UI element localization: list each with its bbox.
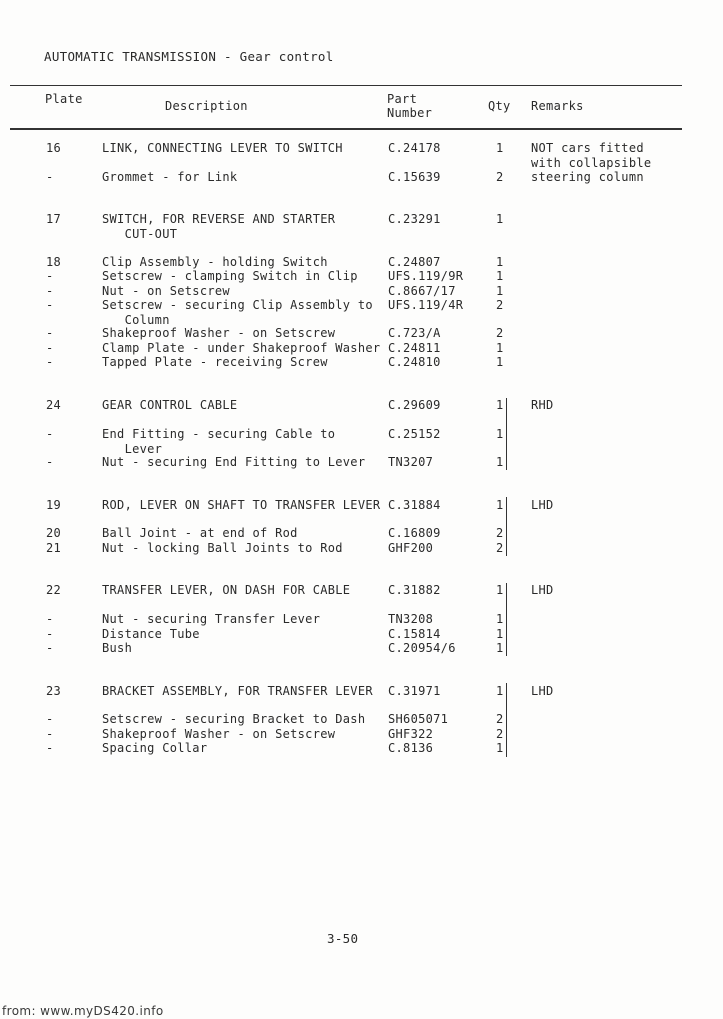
cell-qty: 1	[496, 427, 504, 441]
cell-plate: 16	[46, 141, 62, 155]
cell-qty: 1	[496, 455, 504, 469]
cell-remarks: NOT cars fitted with collapsible steering column	[531, 141, 652, 184]
cell-desc: Ball Joint - at end of Rod	[102, 526, 298, 540]
cell-desc: Spacing Collar	[102, 741, 208, 755]
cell-part: C.23291	[388, 212, 441, 226]
cell-part: C.25152	[388, 427, 441, 441]
cell-plate: -	[46, 712, 54, 726]
cell-plate: -	[46, 455, 54, 469]
cell-part: C.31882	[388, 583, 441, 597]
cell-plate: -	[46, 612, 54, 626]
col-header-part-line2: Number	[387, 106, 433, 120]
cell-remarks: LHD	[531, 684, 554, 698]
cell-desc: SWITCH, FOR REVERSE AND STARTER CUT-OUT	[102, 212, 336, 241]
cell-desc: Clip Assembly - holding Switch	[102, 255, 328, 269]
page-number: 3-50	[327, 931, 359, 946]
cell-part: C.24807	[388, 255, 441, 269]
cell-part: GHF322	[388, 727, 434, 741]
cell-desc: BRACKET ASSEMBLY, FOR TRANSFER LEVER	[102, 684, 373, 698]
cell-part: SH605071	[388, 712, 449, 726]
cell-plate: 23	[46, 684, 62, 698]
cell-plate: -	[46, 641, 54, 655]
cell-part: C.8667/17	[388, 284, 456, 298]
cell-desc: Bush	[102, 641, 133, 655]
group-bracket-rhd	[506, 398, 507, 470]
cell-desc: TRANSFER LEVER, ON DASH FOR CABLE	[102, 583, 351, 597]
cell-plate: 24	[46, 398, 62, 412]
cell-desc: Setscrew - securing Clip Assembly to Column	[102, 298, 373, 327]
cell-plate: -	[46, 298, 54, 312]
cell-desc: Setscrew - securing Bracket to Dash	[102, 712, 366, 726]
cell-desc: Nut - on Setscrew	[102, 284, 230, 298]
source-watermark: from: www.myDS420.info	[2, 1004, 164, 1018]
cell-part: TN3207	[388, 455, 434, 469]
cell-qty: 1	[496, 269, 504, 283]
cell-qty: 2	[496, 170, 504, 184]
cell-desc: GEAR CONTROL CABLE	[102, 398, 238, 412]
cell-qty: 2	[496, 326, 504, 340]
cell-plate: 18	[46, 255, 62, 269]
cell-part: C.8136	[388, 741, 434, 755]
cell-desc: Tapped Plate - receiving Screw	[102, 355, 328, 369]
cell-desc: Grommet - for Link	[102, 170, 238, 184]
cell-qty: 1	[496, 583, 504, 597]
cell-plate: -	[46, 269, 54, 283]
cell-part: C.24178	[388, 141, 441, 155]
cell-desc: Shakeproof Washer - on Setscrew	[102, 727, 336, 741]
cell-part: C.16809	[388, 526, 441, 540]
cell-plate: -	[46, 627, 54, 641]
cell-qty: 2	[496, 526, 504, 540]
cell-part: C.24811	[388, 341, 441, 355]
cell-plate: 20	[46, 526, 62, 540]
col-header-description: Description	[165, 99, 248, 113]
cell-part: C.24810	[388, 355, 441, 369]
cell-part: C.31884	[388, 498, 441, 512]
cell-plate: -	[46, 727, 54, 741]
cell-plate: 19	[46, 498, 62, 512]
group-bracket-transfer-lever	[506, 583, 507, 656]
cell-part: C.15639	[388, 170, 441, 184]
cell-part: UFS.119/4R	[388, 298, 464, 312]
cell-part: UFS.119/9R	[388, 269, 464, 283]
cell-qty: 1	[496, 684, 504, 698]
page-title: AUTOMATIC TRANSMISSION - Gear control	[44, 49, 334, 64]
cell-plate: -	[46, 341, 54, 355]
cell-plate: 17	[46, 212, 62, 226]
cell-qty: 1	[496, 284, 504, 298]
cell-plate: 21	[46, 541, 62, 555]
cell-plate: -	[46, 355, 54, 369]
cell-desc: Nut - securing End Fitting to Lever	[102, 455, 366, 469]
cell-qty: 1	[496, 498, 504, 512]
cell-qty: 2	[496, 541, 504, 555]
col-header-remarks: Remarks	[531, 99, 584, 113]
cell-qty: 2	[496, 712, 504, 726]
cell-qty: 1	[496, 641, 504, 655]
cell-desc: Shakeproof Washer - on Setscrew	[102, 326, 336, 340]
cell-desc: Nut - locking Ball Joints to Rod	[102, 541, 343, 555]
cell-qty: 2	[496, 727, 504, 741]
header-top-rule	[10, 85, 682, 86]
cell-qty: 1	[496, 341, 504, 355]
cell-plate: 22	[46, 583, 62, 597]
cell-desc: ROD, LEVER ON SHAFT TO TRANSFER LEVER	[102, 498, 381, 512]
cell-qty: 1	[496, 627, 504, 641]
col-header-part-line1: Part	[387, 92, 418, 106]
cell-plate: -	[46, 741, 54, 755]
cell-part: C.15814	[388, 627, 441, 641]
cell-part: C.723/A	[388, 326, 441, 340]
group-bracket-rod	[506, 497, 507, 556]
cell-plate: -	[46, 427, 54, 441]
cell-qty: 1	[496, 255, 504, 269]
group-bracket-bracket-assembly	[506, 683, 507, 757]
cell-part: C.20954/6	[388, 641, 456, 655]
cell-qty: 1	[496, 141, 504, 155]
cell-desc: End Fitting - securing Cable to Lever	[102, 427, 336, 456]
cell-qty: 1	[496, 398, 504, 412]
cell-desc: Setscrew - clamping Switch in Clip	[102, 269, 358, 283]
cell-desc: Clamp Plate - under Shakeproof Washer	[102, 341, 381, 355]
cell-remarks: LHD	[531, 498, 554, 512]
cell-part: GHF200	[388, 541, 434, 555]
cell-qty: 1	[496, 355, 504, 369]
header-bottom-rule	[10, 128, 682, 130]
cell-part: TN3208	[388, 612, 434, 626]
cell-plate: -	[46, 170, 54, 184]
col-header-plate: Plate	[45, 92, 83, 106]
cell-plate: -	[46, 326, 54, 340]
cell-desc: Nut - securing Transfer Lever	[102, 612, 321, 626]
cell-remarks: LHD	[531, 583, 554, 597]
cell-desc: LINK, CONNECTING LEVER TO SWITCH	[102, 141, 343, 155]
cell-qty: 1	[496, 212, 504, 226]
cell-part: C.29609	[388, 398, 441, 412]
cell-remarks: RHD	[531, 398, 554, 412]
cell-plate: -	[46, 284, 54, 298]
col-header-qty: Qty	[488, 99, 511, 113]
cell-qty: 1	[496, 612, 504, 626]
cell-qty: 2	[496, 298, 504, 312]
cell-part: C.31971	[388, 684, 441, 698]
cell-qty: 1	[496, 741, 504, 755]
cell-desc: Distance Tube	[102, 627, 200, 641]
